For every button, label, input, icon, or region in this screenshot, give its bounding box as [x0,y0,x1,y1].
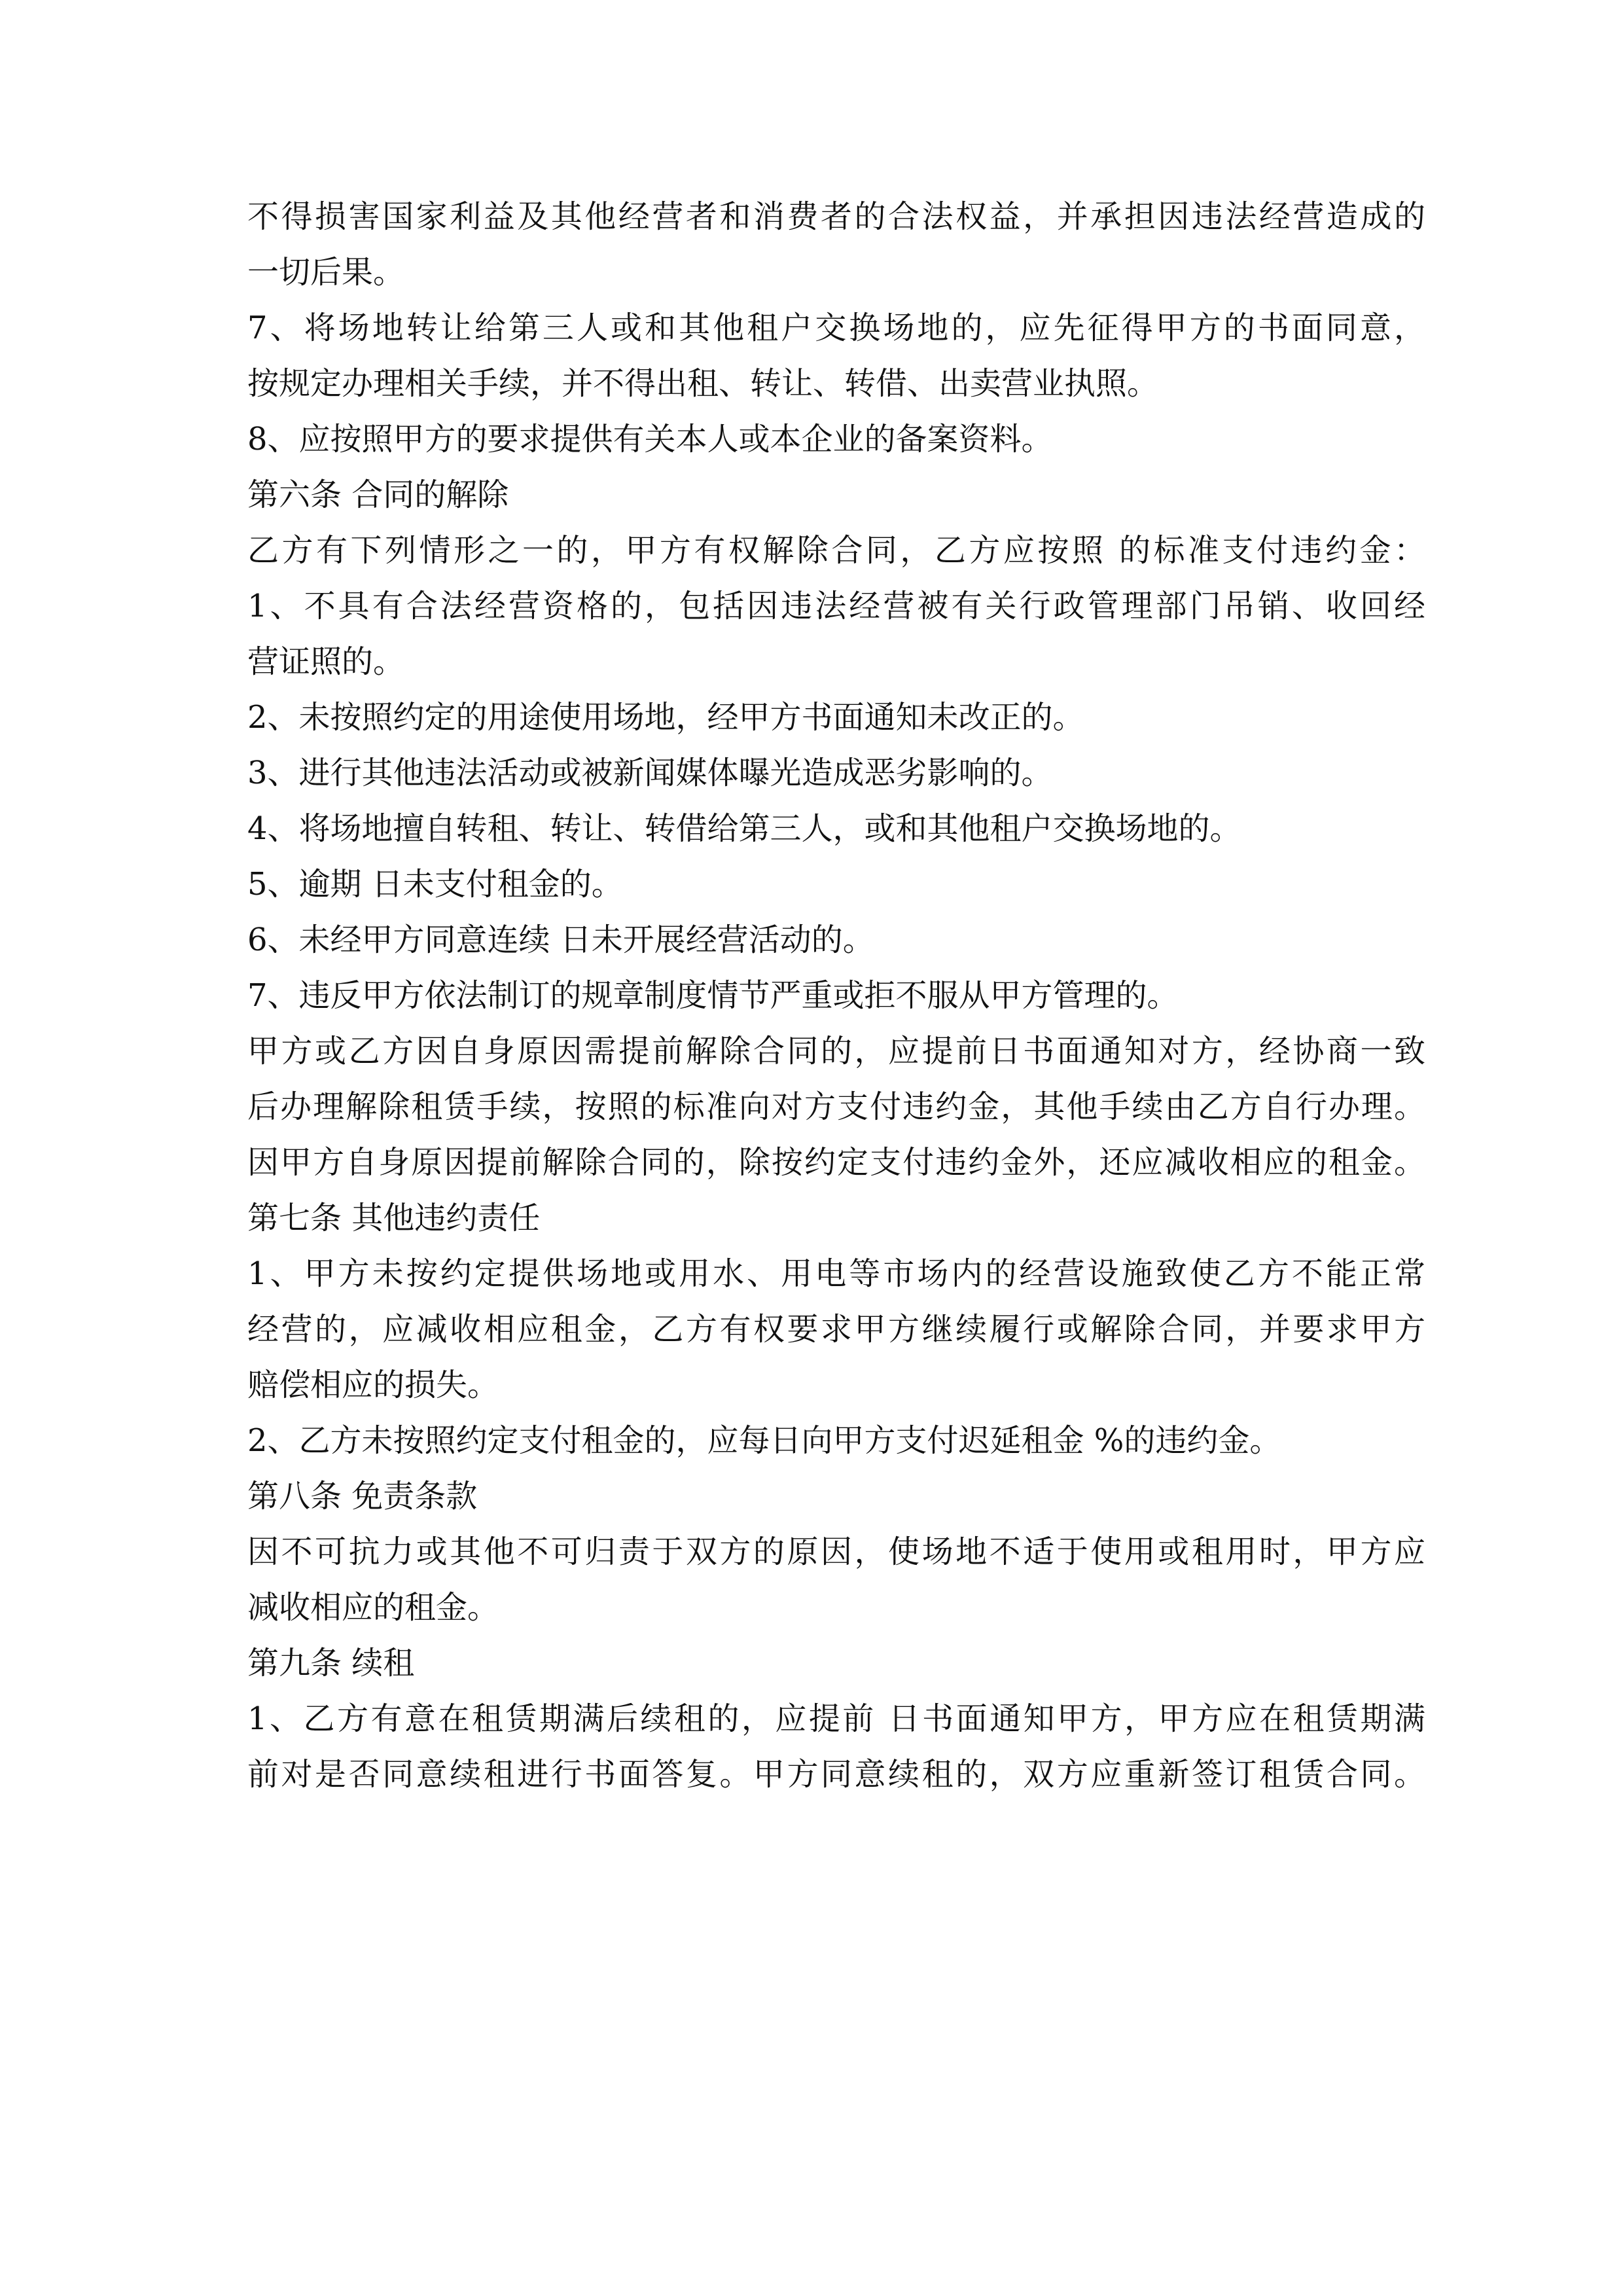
section-heading: 第九条 续租 [247,1645,415,1681]
text-line: 1、不具有合法经营资格的，包括因违法经营被有关行政管理部门吊销、收回经 [247,588,1425,624]
text-line: 因不可抗力或其他不可归责于双方的原因，使场地不适于使用或租用时，甲方应 [247,1534,1425,1570]
text-line: 8、应按照甲方的要求提供有关本人或本企业的备案资料。 [247,421,1053,457]
section-heading: 第六条 合同的解除 [247,476,509,513]
text-line: 2、乙方未按照约定支付租金的，应每日向甲方支付迟延租金 %的违约金。 [247,1422,1281,1459]
text-line: 甲方或乙方因自身原因需提前解除合同的，应提前日书面通知对方，经协商一致 [247,1033,1425,1069]
section-heading: 第八条 免责条款 [247,1478,478,1515]
text-line: 因甲方自身原因提前解除合同的，除按约定支付违约金外，还应减收相应的租金。 [247,1144,1425,1181]
text-line: 5、逾期 日未支付租金的。 [247,866,623,903]
text-line: 1、乙方有意在租赁期满后续租的，应提前 日书面通知甲方，甲方应在租赁期满 [247,1700,1425,1737]
text-line: 不得损害国家利益及其他经营者和消费者的合法权益，并承担因违法经营造成的 [247,198,1425,235]
text-line: 7、将场地转让给第三人或和其他租户交换场地的，应先征得甲方的书面同意， [247,310,1425,346]
text-line: 经营的，应减收相应租金，乙方有权要求甲方继续履行或解除合同，并要求甲方 [247,1311,1425,1348]
text-line: 赔偿相应的损失。 [247,1367,499,1403]
text-line: 后办理解除租赁手续，按照的标准向对方支付违约金，其他手续由乙方自行办理。 [247,1088,1425,1125]
text-line: 4、将场地擅自转租、转让、转借给第三人，或和其他租户交换场地的。 [247,810,1241,847]
text-line: 3、进行其他违法活动或被新闻媒体曝光造成恶劣影响的。 [247,755,1053,791]
text-line: 前对是否同意续租进行书面答复。甲方同意续租的，双方应重新签订租赁合同。 [247,1756,1425,1793]
text-line: 一切后果。 [247,254,405,291]
text-line: 乙方有下列情形之一的，甲方有权解除合同，乙方应按照 的标准支付违约金： [247,532,1425,569]
text-line: 6、未经甲方同意连续 日未开展经营活动的。 [247,922,874,958]
text-line: 1、甲方未按约定提供场地或用水、用电等市场内的经营设施致使乙方不能正常 [247,1255,1425,1292]
text-line: 7、违反甲方依法制订的规章制度情节严重或拒不服从甲方管理的。 [247,977,1179,1014]
text-line: 减收相应的租金。 [247,1589,499,1626]
text-line: 营证照的。 [247,643,405,680]
section-heading: 第七条 其他违约责任 [247,1200,541,1236]
text-line: 按规定办理相关手续，并不得出租、转让、转借、出卖营业执照。 [247,365,1159,402]
text-line: 2、未按照约定的用途使用场地，经甲方书面通知未改正的。 [247,699,1084,736]
document-body [247,199,1425,1812]
